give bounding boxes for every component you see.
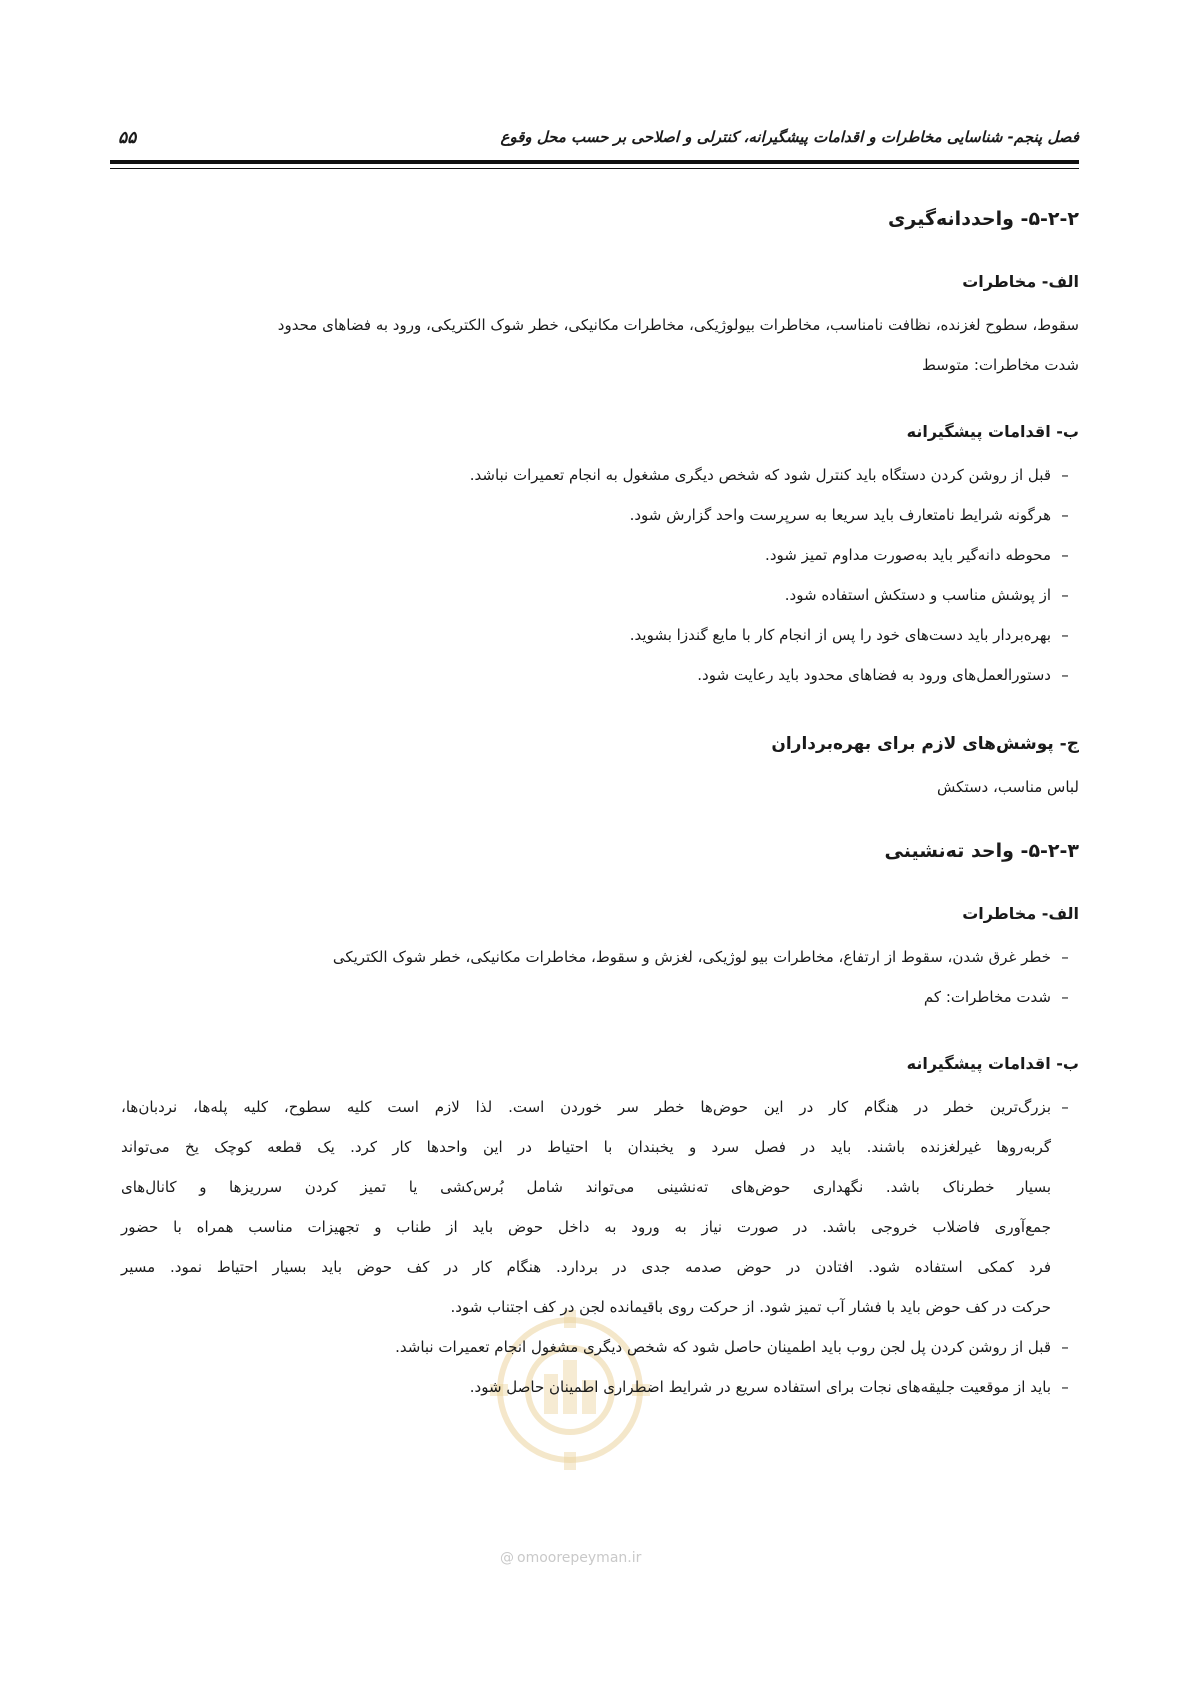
running-header xyxy=(112,128,1079,158)
watermark-url xyxy=(500,1550,641,1566)
list-item: –قبل از روشن کردن دستگاه باید کنترل شود که شخص دیگری مشغول به انجام تعمیرات نباشد. xyxy=(470,466,1079,484)
dash-bullet: – xyxy=(1061,1338,1069,1356)
ppe-heading-5-2-2: ج- پوشش‌های لازم برای بهره‌برداران xyxy=(771,734,1079,754)
hazards-heading-5-2-2: الف- مخاطرات xyxy=(962,272,1079,291)
section-title-5-2-2: ۵-۲-۲- واحددانه‌گیری xyxy=(887,208,1079,230)
list-item: –خطر غرق شدن، سقوط از ارتفاع، مخاطرات بیو لوژیکی، لغزش و سقوط، مخاطرات مکانیکی، خطر شوک الکتریکی xyxy=(333,948,1079,966)
dash-bullet: – xyxy=(1061,466,1069,484)
list-item: –هرگونه شرایط نامتعارف باید سریعا به سرپرست واحد گزارش شود. xyxy=(630,506,1079,524)
long-item-line-2: گربه‌روها غیرلغزنده باشند. باید در فصل سرد و یخبندان با احتیاط در این واحدها کار کرد. یک قطعه کوچک یخ می‌تواند xyxy=(121,1138,1051,1156)
long-item-line-3: بسیار خطرناک باشد. نگهداری حوض‌های ته‌نشینی می‌تواند شامل بُرس‌کشی یا تمیز کردن سرریزها و کانال‌های xyxy=(121,1178,1051,1196)
severity-5-2-2: شدت مخاطرات: متوسط xyxy=(921,356,1079,374)
list-item: –محوطه دانه‌گیر باید به‌صورت مداوم تمیز شود. xyxy=(765,546,1079,564)
long-item-line-6: حرکت در کف حوض باید با فشار آب تمیز شود. از حرکت روی باقیمانده لجن در کف اجتناب شود. xyxy=(450,1298,1051,1316)
long-item-line-1: بزرگ‌ترین خطر در هنگام کار در این حوض‌ها خطر سر خوردن است. لذا لازم است کلیه سطوح، کلیه پله‌ها، نردبان‌ها، xyxy=(121,1098,1051,1116)
list-item: –قبل از روشن کردن پل لجن روب باید اطمینان حاصل شود که شخص دیگری مشغول انجام تعمیرات نباشد. xyxy=(395,1338,1079,1356)
dash-bullet: – xyxy=(1061,506,1069,524)
list-item: –شدت مخاطرات: کم xyxy=(924,988,1079,1006)
list-item: –بهره‌بردار باید دست‌های خود را پس از انجام کار با مایع گندزا بشوید. xyxy=(630,626,1079,644)
section-title-5-2-3: ۵-۲-۳- واحد ته‌نشینی xyxy=(884,840,1079,862)
header-rule-thick xyxy=(110,160,1079,164)
header-rule-thin xyxy=(110,168,1079,169)
watermark-url-text: omoorepeyman.ir xyxy=(517,1550,642,1566)
list-item: –از پوشش مناسب و دستکش استفاده شود. xyxy=(785,586,1079,604)
hazards-heading-5-2-3: الف- مخاطرات xyxy=(962,904,1079,923)
prevent-heading-5-2-3: ب- اقدامات پیشگیرانه xyxy=(906,1054,1079,1073)
dash-bullet: – xyxy=(1061,948,1069,966)
dash-bullet: – xyxy=(1061,586,1069,604)
page-number: ۵۵ xyxy=(118,128,137,148)
dash-bullet: – xyxy=(1061,988,1069,1006)
dash-bullet: – xyxy=(1061,666,1069,684)
chapter-title: فصل پنجم- شناسایی مخاطرات و اقدامات پیشگیرانه، کنترلی و اصلاحی بر حسب محل وقوع xyxy=(500,128,1079,146)
list-item: –دستورالعمل‌های ورود به فضاهای محدود باید رعایت شود. xyxy=(697,666,1079,684)
long-item-line-5: فرد کمکی استفاده شود. افتادن در حوض صدمه جدی در بردارد. هنگام کار در کف حوض باید بسیار احتیاط نمود. مسیر xyxy=(121,1258,1051,1276)
dash-bullet: – xyxy=(1061,546,1069,564)
list-item: –باید از موقعیت جلیقه‌های نجات برای استفاده سریع در شرایط اضطراری اطمینان حاصل شود. xyxy=(470,1378,1079,1396)
long-item-line-4: جمع‌آوری فاضلاب خروجی باشد. در صورت نیاز به ورود به داخل حوض باید از طناب و تجهیزات مناسب همراه با حضور xyxy=(121,1218,1051,1236)
ppe-text-5-2-2: لباس مناسب، دستکش xyxy=(937,778,1079,796)
dash-bullet: – xyxy=(1061,1098,1069,1116)
dash-bullet: – xyxy=(1061,1378,1069,1396)
hazards-text-5-2-2: سقوط، سطوح لغزنده، نظافت نامناسب، مخاطرات بیولوژیکی، مخاطرات مکانیکی، خطر شوک الکتریکی، ورود به فضاهای محدود xyxy=(277,316,1079,334)
prevent-heading-5-2-2: ب- اقدامات پیشگیرانه xyxy=(906,422,1079,441)
at-sign-icon: @ xyxy=(500,1550,514,1566)
dash-bullet: – xyxy=(1061,626,1069,644)
